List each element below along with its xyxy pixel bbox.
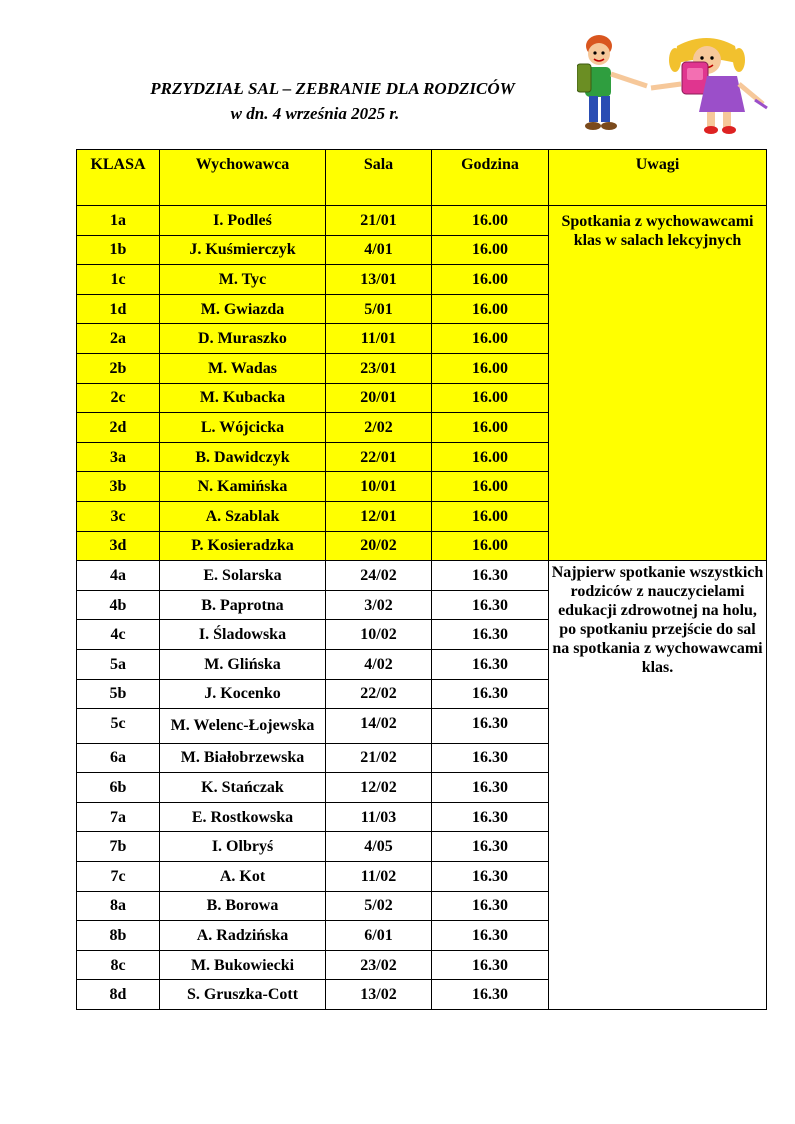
teacher-cell: M. Kubacka (160, 383, 326, 413)
time-cell: 16.00 (432, 501, 549, 531)
teacher-cell: P. Kosieradzka (160, 531, 326, 561)
room-cell: 24/02 (326, 561, 432, 591)
time-cell: 16.00 (432, 442, 549, 472)
room-cell: 23/02 (326, 950, 432, 980)
time-cell: 16.00 (432, 413, 549, 443)
room-cell: 6/01 (326, 921, 432, 951)
children-clipart (577, 34, 769, 136)
klasa-cell: 3d (77, 531, 160, 561)
room-cell: 13/02 (326, 980, 432, 1010)
time-cell: 16.30 (432, 679, 549, 709)
title-line-2: w dn. 4 września 2025 r. (230, 104, 400, 123)
klasa-cell: 6a (77, 743, 160, 773)
room-cell: 10/02 (326, 620, 432, 650)
time-cell: 16.00 (432, 294, 549, 324)
teacher-cell: J. Kocenko (160, 679, 326, 709)
time-cell: 16.30 (432, 590, 549, 620)
klasa-cell: 2a (77, 324, 160, 354)
teacher-cell: D. Muraszko (160, 324, 326, 354)
klasa-cell: 7b (77, 832, 160, 862)
teacher-cell: I. Olbryś (160, 832, 326, 862)
room-cell: 5/01 (326, 294, 432, 324)
teacher-cell: S. Gruszka-Cott (160, 980, 326, 1010)
time-cell: 16.30 (432, 921, 549, 951)
room-cell: 23/01 (326, 353, 432, 383)
room-cell: 11/02 (326, 862, 432, 892)
time-cell: 16.00 (432, 265, 549, 295)
time-cell: 16.00 (432, 383, 549, 413)
teacher-cell: B. Paprotna (160, 590, 326, 620)
klasa-cell: 6b (77, 773, 160, 803)
teacher-cell: J. Kuśmierczyk (160, 235, 326, 265)
time-cell: 16.00 (432, 531, 549, 561)
klasa-cell: 1d (77, 294, 160, 324)
teacher-cell: M. Welenc-Łojewska (160, 709, 326, 744)
teacher-cell: B. Dawidczyk (160, 442, 326, 472)
teacher-cell: K. Stańczak (160, 773, 326, 803)
table-body (77, 206, 767, 1010)
teacher-cell: I. Śladowska (160, 620, 326, 650)
klasa-cell: 3c (77, 501, 160, 531)
teacher-cell: A. Kot (160, 862, 326, 892)
time-cell: 16.30 (432, 649, 549, 679)
klasa-cell: 3b (77, 472, 160, 502)
klasa-cell: 4a (77, 561, 160, 591)
klasa-cell: 8a (77, 891, 160, 921)
time-cell: 16.00 (432, 472, 549, 502)
teacher-cell: B. Borowa (160, 891, 326, 921)
header-sala: Sala (326, 150, 432, 206)
header-uwagi: Uwagi (549, 150, 767, 206)
room-cell: 12/02 (326, 773, 432, 803)
room-cell: 22/02 (326, 679, 432, 709)
time-cell: 16.30 (432, 620, 549, 650)
room-cell: 11/03 (326, 802, 432, 832)
time-cell: 16.30 (432, 773, 549, 803)
klasa-cell: 2d (77, 413, 160, 443)
klasa-cell: 5a (77, 649, 160, 679)
teacher-cell: E. Rostkowska (160, 802, 326, 832)
header-wychowawca: Wychowawca (160, 150, 326, 206)
klasa-cell: 8c (77, 950, 160, 980)
klasa-cell: 3a (77, 442, 160, 472)
room-cell: 5/02 (326, 891, 432, 921)
klasa-cell: 8d (77, 980, 160, 1010)
room-cell: 22/01 (326, 442, 432, 472)
room-cell: 12/01 (326, 501, 432, 531)
klasa-cell: 5b (77, 679, 160, 709)
note-cell-group-1: Spotkania z wychowawcami klas w salach lekcyjnych (549, 206, 767, 561)
room-cell: 13/01 (326, 265, 432, 295)
klasa-cell: 1b (77, 235, 160, 265)
klasa-cell: 7a (77, 802, 160, 832)
klasa-cell: 4c (77, 620, 160, 650)
room-assignment-table (76, 149, 767, 1010)
room-cell: 2/02 (326, 413, 432, 443)
document-title (0, 76, 650, 126)
klasa-cell: 1a (77, 206, 160, 236)
teacher-cell: M. Białobrzewska (160, 743, 326, 773)
room-cell: 11/01 (326, 324, 432, 354)
note-cell-group-2: Najpierw spotkanie wszystkich rodziców z nauczycielami edukacji zdrowotnej na holu, po spotkaniu przejście do sal na spotkania z wychowawcami klas. (549, 561, 767, 1010)
time-cell: 16.30 (432, 802, 549, 832)
klasa-cell: 4b (77, 590, 160, 620)
teacher-cell: M. Tyc (160, 265, 326, 295)
header-godzina: Godzina (432, 150, 549, 206)
teacher-cell: N. Kamińska (160, 472, 326, 502)
table-header-row (77, 150, 767, 206)
room-cell: 21/02 (326, 743, 432, 773)
room-cell: 3/02 (326, 590, 432, 620)
time-cell: 16.30 (432, 561, 549, 591)
teacher-cell: A. Radzińska (160, 921, 326, 951)
time-cell: 16.00 (432, 235, 549, 265)
time-cell: 16.00 (432, 324, 549, 354)
time-cell: 16.30 (432, 832, 549, 862)
time-cell: 16.00 (432, 206, 549, 236)
teacher-cell: E. Solarska (160, 561, 326, 591)
table-row (77, 206, 767, 236)
room-cell: 4/01 (326, 235, 432, 265)
room-cell: 21/01 (326, 206, 432, 236)
klasa-cell: 2b (77, 353, 160, 383)
title-line-1: PRZYDZIAŁ SAL – ZEBRANIE DLA RODZICÓW (150, 79, 515, 98)
klasa-cell: 7c (77, 862, 160, 892)
klasa-cell: 2c (77, 383, 160, 413)
teacher-cell: M. Wadas (160, 353, 326, 383)
teacher-cell: M. Bukowiecki (160, 950, 326, 980)
time-cell: 16.30 (432, 950, 549, 980)
teacher-cell: M. Glińska (160, 649, 326, 679)
room-cell: 10/01 (326, 472, 432, 502)
teacher-cell: L. Wójcicka (160, 413, 326, 443)
time-cell: 16.30 (432, 709, 549, 744)
teacher-cell: M. Gwiazda (160, 294, 326, 324)
room-cell: 20/02 (326, 531, 432, 561)
time-cell: 16.30 (432, 980, 549, 1010)
klasa-cell: 8b (77, 921, 160, 951)
room-cell: 4/05 (326, 832, 432, 862)
klasa-cell: 1c (77, 265, 160, 295)
klasa-cell: 5c (77, 709, 160, 744)
header-klasa: KLASA (77, 150, 160, 206)
time-cell: 16.30 (432, 862, 549, 892)
teacher-cell: A. Szablak (160, 501, 326, 531)
room-cell: 20/01 (326, 383, 432, 413)
table-row (77, 561, 767, 591)
time-cell: 16.00 (432, 353, 549, 383)
time-cell: 16.30 (432, 891, 549, 921)
room-cell: 14/02 (326, 709, 432, 744)
teacher-cell: I. Podleś (160, 206, 326, 236)
room-cell: 4/02 (326, 649, 432, 679)
time-cell: 16.30 (432, 743, 549, 773)
